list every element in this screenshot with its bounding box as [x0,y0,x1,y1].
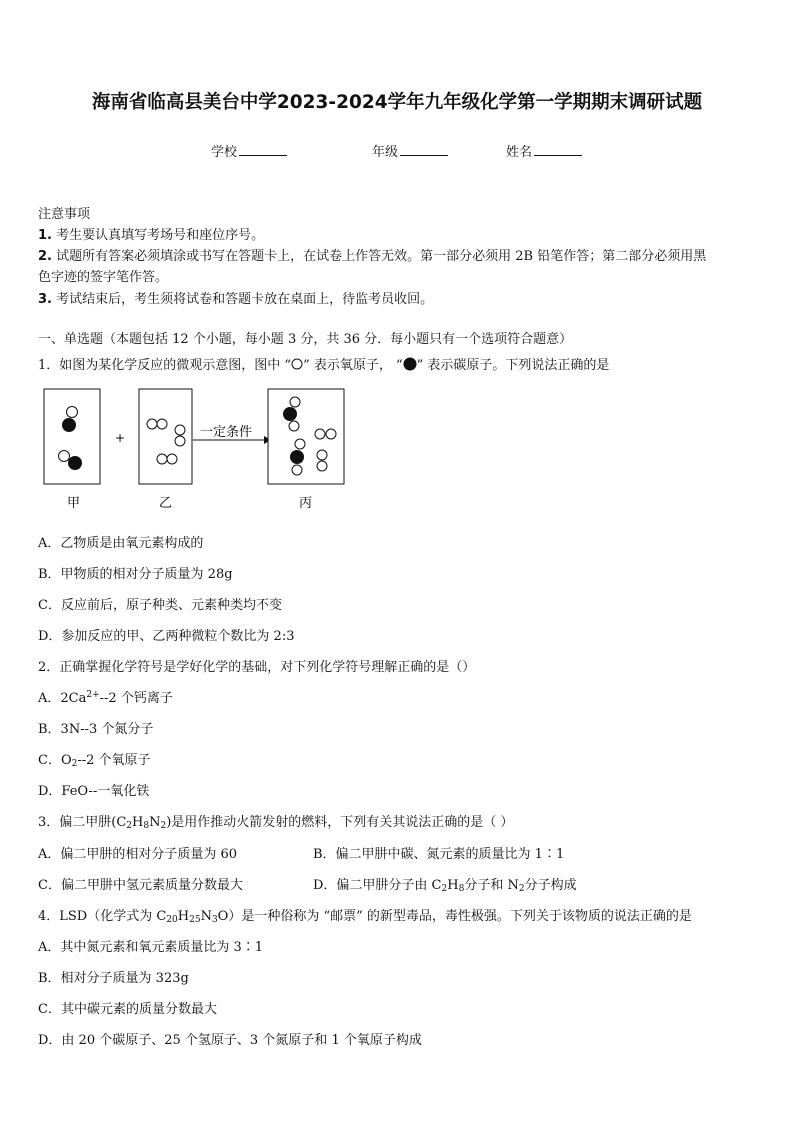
q2-option-c[interactable]: C．$O_2--2$ 个氧原子 [38,753,151,769]
box-jia [44,389,100,484]
q4-option-c[interactable]: C．其中碳元素的质量分数最大 [38,1002,217,1017]
reaction-condition: 一定条件 [200,425,253,440]
q4-option-b[interactable]: B．相对分子质量为 323g [38,971,189,986]
q4-option-d[interactable]: D．由 20 个碳原子、25 个氢原子、3 个氮原子和 1 个氧原子构成 [38,1033,422,1048]
school-field[interactable] [211,141,287,160]
label-yi: 乙 [159,496,173,511]
notice-item-3: 3. 考试结束后，考生须将试卷和答题卡放在桌面上，待监考员收回。 [38,292,434,307]
name-field[interactable] [506,141,582,160]
oxygen-atom-icon [291,358,303,370]
reaction-diagram [38,384,358,514]
notice-heading: 注意事项 [38,207,91,222]
q2-option-d[interactable]: D．FeO--一氧化铁 [38,784,150,799]
school-label: 学校 [211,145,238,160]
grade-label: 年级 [372,145,399,160]
carbon-atom-icon [403,357,417,371]
q1-option-b[interactable]: B．甲物质的相对分子质量为 28g [38,567,233,582]
q1-option-c[interactable]: C．反应前后，原子种类、元素种类均不变 [38,598,282,613]
q4-option-a[interactable]: A．其中氮元素和氧元素质量比为 3∶1 [38,940,264,955]
label-jia: 甲 [67,496,81,511]
notice-item-2: 2. 试题所有答案必须填涂或书写在答题卡上，在试卷上作答无效。第一部分必须用 2B 铅笔作答；第二部分必须用黑 [38,249,707,264]
label-bing: 丙 [299,496,313,511]
question-2-stem: 2．正确掌握化学符号是学好化学的基础，对下列化学符号理解正确的是（） [38,660,476,675]
plus-sign: + [115,431,126,445]
notice-item-2-cont: 色字迹的签字笔作答。 [38,270,169,285]
section-heading: 一、单选题（本题包括 12 个小题，每小题 3 分，共 36 分．每小题只有一个选项符合题意） [38,332,573,347]
question-4-stem: 4．LSD（化学式为 $C_{20}H_{25}N_3O$）是一种俗称为 “邮票” 的新型毒品，毒性极强。下列关于该物质的说法正确的是 [38,909,692,925]
q3-option-c[interactable]: C．偏二甲肼中氢元素质量分数最大 [38,878,243,893]
question-3-stem: 3．偏二甲肼$(C_2H_8N_2)$是用作推动火箭发射的燃料，下列有关其说法正确的是（ ） [38,815,514,831]
name-label: 姓名 [506,145,533,160]
question-1-stem: 1．如图为某化学反应的微观示意图，图中 “ ” 表示氧原子， “ ” 表示碳原子。下列说法正确的是 [38,358,610,373]
box-yi [139,389,192,484]
q2-option-b[interactable]: B．3N--3 个氮分子 [38,722,154,737]
q1-option-a[interactable]: A．乙物质是由氧元素构成的 [38,536,204,551]
q3-option-b[interactable]: B．偏二甲肼中碳、氮元素的质量比为 1∶1 [313,847,565,862]
q3-option-d[interactable]: D．偏二甲肼分子由 $C_2H_8$分子和 $N_2$分子构成 [313,878,577,894]
grade-field[interactable] [372,141,448,160]
q2-option-a[interactable]: A．$2Ca^{2+}--2$ 个钙离子 [38,690,173,706]
box-bing [268,389,344,484]
q3-option-a[interactable]: A．偏二甲肼的相对分子质量为 60 [38,847,238,862]
q1-option-d[interactable]: D．参加反应的甲、乙两种微粒个数比为 2:3 [38,629,295,644]
notice-item-1: 1. 考生要认真填写考场号和座位序号。 [38,228,265,243]
page-title: 海南省临高县美台中学2023-2024学年九年级化学第一学期期末调研试题 [91,92,703,113]
